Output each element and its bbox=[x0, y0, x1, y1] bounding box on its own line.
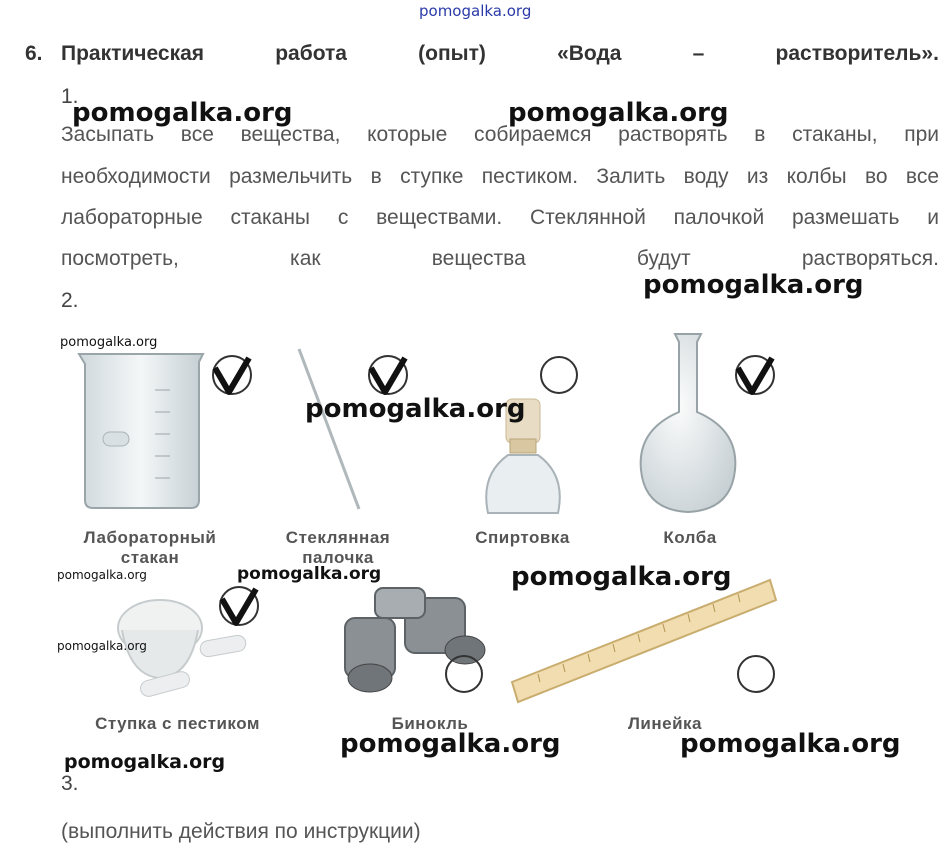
title-word: Практическая bbox=[61, 42, 205, 65]
check-icon bbox=[209, 354, 255, 396]
step-1-label: 1. bbox=[61, 85, 79, 108]
watermark: pomogalka.org bbox=[64, 751, 226, 773]
watermark: pomogalka.org bbox=[643, 270, 864, 300]
empty-checkbox-circle bbox=[445, 655, 483, 693]
watermark: pomogalka.org bbox=[508, 98, 729, 128]
watermark: pomogalka.org bbox=[60, 335, 158, 350]
title-word: (опыт) bbox=[418, 42, 486, 65]
item-label-line: Ступка с пестиком bbox=[95, 714, 260, 733]
item-label bbox=[60, 528, 240, 568]
item-label-line: Колба bbox=[663, 528, 717, 547]
glass-rod-icon bbox=[295, 345, 365, 520]
watermark: pomogalka.org bbox=[57, 639, 147, 653]
step-1-line: необходимости размельчить в ступке пестиком. Залить воду из колбы во все bbox=[61, 165, 939, 188]
title-word: растворитель». bbox=[775, 42, 939, 65]
task-number: 6. bbox=[25, 42, 43, 65]
watermark: pomogalka.org bbox=[340, 729, 561, 759]
item-label bbox=[640, 528, 740, 548]
item-label-line: стакан bbox=[120, 548, 180, 567]
step-2-label: 2. bbox=[61, 289, 79, 312]
step-1-line: посмотреть, как вещества будут растворяться. bbox=[61, 247, 939, 270]
item-label-line: Лабораторный bbox=[83, 528, 217, 547]
item-label-line: палочка bbox=[302, 548, 374, 567]
watermark: pomogalka.org bbox=[57, 568, 147, 582]
title-word: «Вода bbox=[557, 42, 622, 65]
item-label-line: Бинокль bbox=[391, 714, 469, 733]
watermark: pomogalka.org bbox=[305, 394, 526, 424]
step-3-text: (выполнить действия по инструкции) bbox=[61, 820, 421, 843]
top-watermark: pomogalka.org bbox=[419, 2, 532, 20]
step-1-line: Засыпать все вещества, которые собираемся растворять в стаканы, при bbox=[61, 123, 939, 146]
ruler-icon bbox=[508, 578, 778, 713]
check-icon bbox=[216, 585, 262, 627]
title-word: – bbox=[692, 42, 705, 65]
task-title bbox=[61, 42, 939, 66]
empty-checkbox-circle bbox=[737, 655, 775, 693]
watermark: pomogalka.org bbox=[680, 729, 901, 759]
item-label bbox=[258, 528, 418, 568]
beaker-icon bbox=[75, 350, 215, 515]
empty-checkbox-circle bbox=[540, 356, 578, 394]
watermark: pomogalka.org bbox=[237, 564, 382, 584]
check-icon bbox=[365, 354, 411, 396]
item-label-line: Линейка bbox=[627, 714, 702, 733]
item-label bbox=[450, 528, 595, 548]
item-label bbox=[60, 714, 295, 734]
step-1-line: лабораторные стаканы с веществами. Стеклянной палочкой размешать и bbox=[61, 206, 939, 229]
title-word: работа bbox=[275, 42, 347, 65]
watermark: pomogalka.org bbox=[511, 562, 732, 592]
step-3-label: 3. bbox=[61, 772, 79, 795]
watermark: pomogalka.org bbox=[72, 98, 293, 128]
flask-icon bbox=[635, 330, 745, 520]
item-label-line: Спиртовка bbox=[475, 528, 570, 547]
item-label-line: Стеклянная bbox=[285, 528, 391, 547]
check-icon bbox=[732, 354, 778, 396]
